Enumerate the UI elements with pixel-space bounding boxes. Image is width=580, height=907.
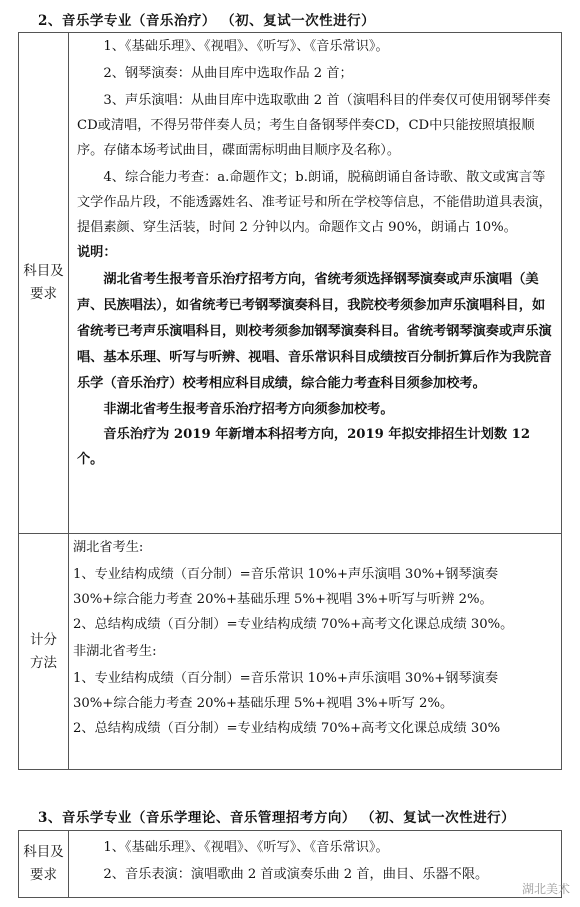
- subjects-content: [69, 33, 562, 534]
- section3-subjects-content: [69, 831, 562, 898]
- hubei-title: 湖北省考生:: [73, 540, 144, 555]
- subject-item-1: 1、《基础乐理》、《视唱》、《听写》、《音乐常识》。: [103, 39, 389, 54]
- other-formula-1: 1、专业结构成绩（百分制）=音乐常识 10%+声乐演唱 30%+钢琴演奏 30%+综合能力考查 20%+基础乐理 5%+视唱 3%+听写 2%。: [73, 671, 499, 711]
- section3-table: [18, 830, 562, 898]
- note-extra-2: 音乐治疗为 2019 年新增本科招考方向，2019 年拟安排招生计划数 12 个。: [77, 427, 531, 467]
- subjects-label-line2: 要求: [30, 286, 57, 302]
- watermark: 湖北美术: [521, 882, 570, 896]
- scoring-content: [69, 534, 562, 770]
- section2-table: [18, 32, 562, 770]
- subjects-label: [19, 33, 69, 534]
- scoring-label-line2: 方法: [30, 654, 57, 671]
- subject-item-2: 2、钢琴演奏：从曲目库中选取作品 2 首；: [103, 66, 353, 81]
- section2-heading: 2、音乐学专业（音乐治疗） （初、复试一次性进行）: [38, 13, 376, 29]
- section3-label-line1: 科目及: [23, 844, 64, 860]
- note-extra-1: 非湖北省考生报考音乐治疗招考方向须参加校考。: [103, 402, 394, 417]
- other-title: 非湖北省考生:: [73, 644, 157, 659]
- scoring-row: [19, 534, 562, 770]
- section3-item-2: 2、音乐表演：演唱歌曲 2 首或演奏乐曲 2 首，曲目、乐器不限。: [103, 867, 489, 882]
- hubei-formula-1: 1、专业结构成绩（百分制）=音乐常识 10%+声乐演唱 30%+钢琴演奏 30%+综合能力考查 20%+基础乐理 5%+视唱 3%+听写与听辨 2%。: [73, 567, 499, 607]
- note-body: 湖北省考生报考音乐治疗招考方向，省统考须选择钢琴演奏或声乐演唱（美声、民族唱法），如省统考已考钢琴演奏科目，我院校考须参加声乐演唱科目，如省统考已考声乐演唱科目，则校考须参加钢琴演奏科目。省统考钢琴演奏或声乐演唱、基本乐理、听写与听辨、视唱、音乐常识科目成绩按百分制折算后作为我院音乐学（音乐治疗）校考相应科目成绩，综合能力考查科目须参加校考。: [77, 272, 552, 391]
- hubei-formula-2: 2、总结构成绩（百分制）=专业结构成绩 70%+高考文化课总成绩 30%。: [73, 617, 514, 632]
- section3-label-line2: 要求: [30, 867, 57, 883]
- subjects-label-line1: 科目及: [23, 263, 64, 279]
- scoring-label-line1: 计分: [30, 631, 57, 648]
- scoring-label: [19, 534, 69, 770]
- section3-subjects-label: [19, 831, 69, 898]
- note-title: 说明：: [77, 245, 117, 260]
- section3-item-1: 1、《基础乐理》、《视唱》、《听写》、《音乐常识》。: [103, 840, 389, 855]
- subjects-row: [19, 33, 562, 534]
- subject-item-3: 3、声乐演唱：从曲目库中选取歌曲 2 首（演唱科目的伴奏仅可使用钢琴伴奏CD或清唱，不得另带伴奏人员；考生自备钢琴伴奏CD，CD中只能按照填报顺序。存储本场考试曲目，碟面需标明曲目顺序及名称）。: [77, 93, 551, 158]
- section3-heading: 3、音乐学专业（音乐学理论、音乐管理招考方向） （初、复试一次性进行）: [38, 810, 516, 826]
- other-formula-2: 2、总结构成绩（百分制）=专业结构成绩 70%+高考文化课总成绩 30%: [73, 721, 501, 736]
- section3-subjects-row: [19, 831, 562, 898]
- subject-item-4: 4、综合能力考查：a.命题作文；b.朗诵，脱稿朗诵自备诗歌、散文或寓言等文学作品片段，不能透露姓名、准考证号和所在学校等信息，不能借助道具表演，提倡素颜、穿生活装，时间 2 分钟以内。命题作文占 90%，朗诵占 10%。: [77, 170, 552, 235]
